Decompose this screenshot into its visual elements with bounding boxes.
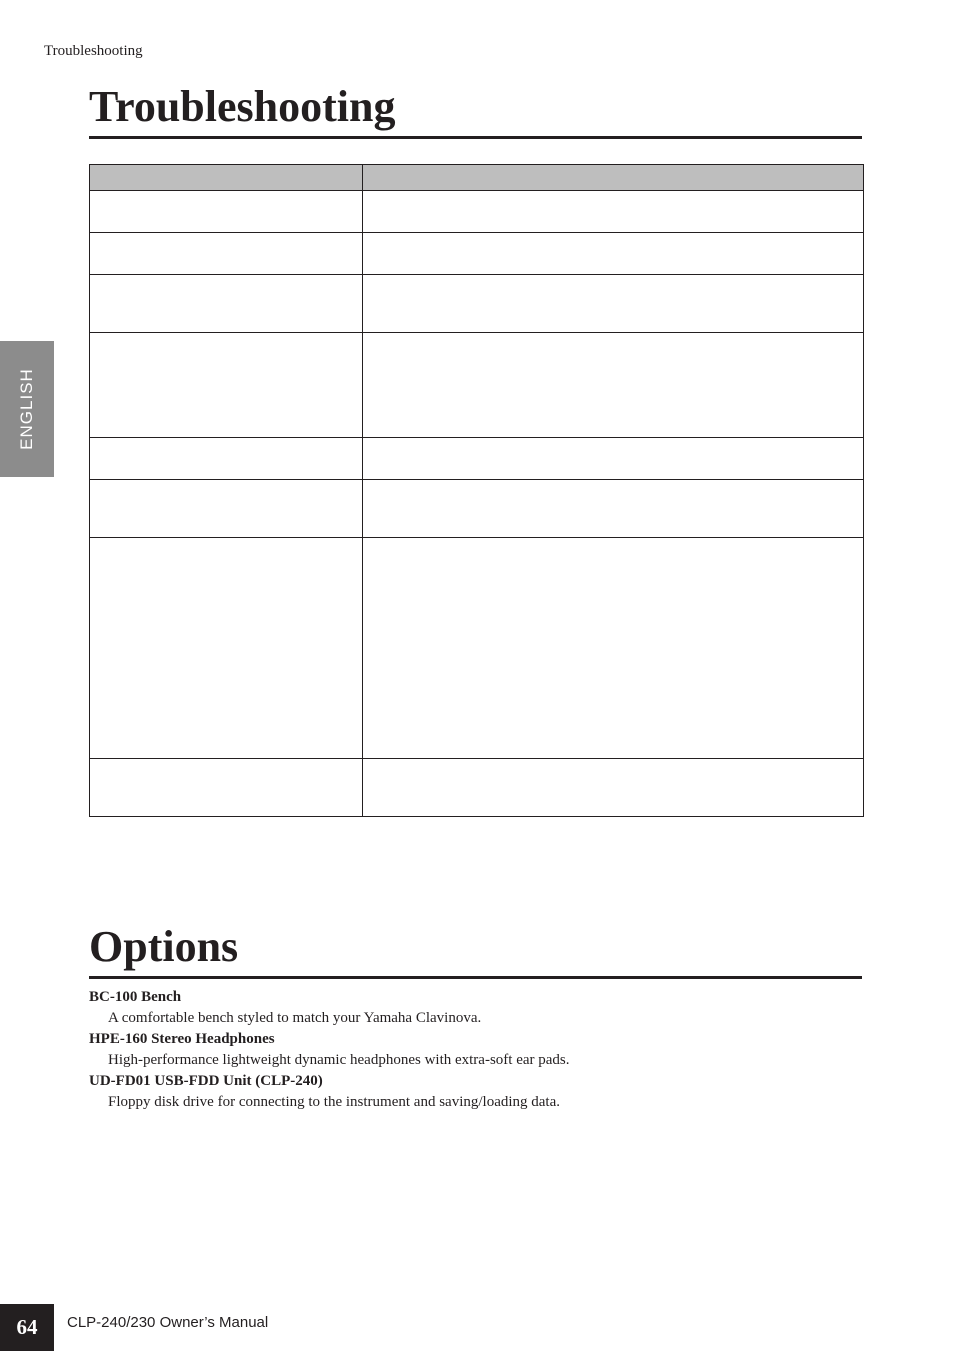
problem-cell — [90, 538, 363, 759]
table-row — [90, 759, 864, 817]
table-header-row — [90, 165, 864, 191]
problem-cell — [90, 233, 363, 275]
problem-cell — [90, 438, 363, 480]
problem-cell — [90, 480, 363, 538]
option-description: High-performance lightweight dynamic headphones with extra-soft ear pads. — [108, 1052, 570, 1068]
language-tab — [0, 341, 54, 477]
solution-cell — [363, 759, 864, 817]
option-name: HPE-160 Stereo Headphones — [89, 1031, 275, 1047]
troubleshooting-title: Troubleshooting — [89, 82, 862, 139]
option-item — [89, 1029, 862, 1071]
table-row — [90, 233, 864, 275]
language-tab-label: ENGLISH — [17, 368, 36, 450]
option-item — [89, 987, 862, 1029]
troubleshooting-table — [89, 164, 864, 817]
solution-cell — [363, 191, 864, 233]
solution-cell — [363, 538, 864, 759]
table-row — [90, 538, 864, 759]
manual-title: CLP-240/230 Owner’s Manual — [67, 1314, 269, 1331]
solution-cell — [363, 438, 864, 480]
problem-cell — [90, 333, 363, 438]
option-item — [89, 1071, 862, 1113]
solution-cell — [363, 233, 864, 275]
solution-cell — [363, 275, 864, 333]
option-name: BC-100 Bench — [89, 989, 182, 1005]
page-number: 64 — [0, 1304, 54, 1351]
table-row — [90, 333, 864, 438]
problem-cell — [90, 759, 363, 817]
option-name: UD-FD01 USB-FDD Unit (CLP-240) — [89, 1073, 323, 1089]
table-row — [90, 191, 864, 233]
problem-cell — [90, 191, 363, 233]
table-row — [90, 480, 864, 538]
options-list — [89, 987, 862, 1113]
options-title: Options — [89, 922, 862, 979]
column-header-solution — [363, 165, 864, 191]
troubleshooting-table-body — [90, 191, 864, 817]
option-description: A comfortable bench styled to match your Yamaha Clavinova. — [108, 1010, 482, 1026]
problem-cell — [90, 275, 363, 333]
solution-cell — [363, 480, 864, 538]
column-header-problem — [90, 165, 363, 191]
table-row — [90, 275, 864, 333]
table-row — [90, 438, 864, 480]
running-header: Troubleshooting — [44, 43, 143, 59]
option-description: Floppy disk drive for connecting to the instrument and saving/loading data. — [108, 1094, 560, 1110]
solution-cell — [363, 333, 864, 438]
